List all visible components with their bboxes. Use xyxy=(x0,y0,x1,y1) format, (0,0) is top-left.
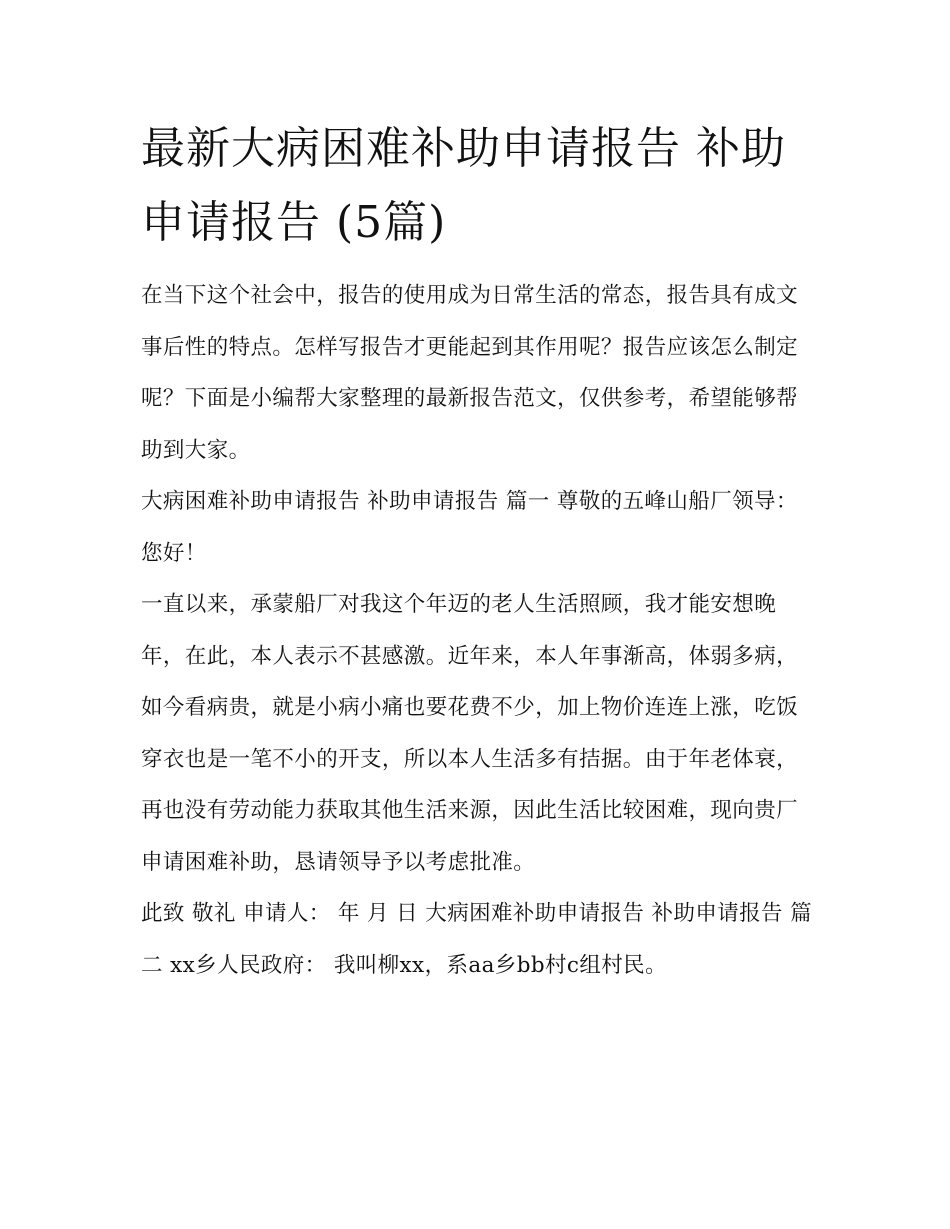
paragraph-salutation: 大病困难补助申请报告 补助申请报告 篇一 尊敬的五峰山船厂领导： 您好！ xyxy=(141,489,798,566)
paragraph-body: 一直以来，承蒙船厂对我这个年迈的老人生活照顾，我才能安想晚年，在此，本人表示不甚感激。近年来，本人年事渐高，体弱多病，如今看病贵，就是小病小痛也要花费不少，加上物价连连上涨，吃饭穿衣也是一笔不小的开支，所以本人生活多有拮据。由于年老体衰，再也没有劳动能力获取其他生活来源，因此生活比较困难，现向贵厂申请困难补助，恳请领导予以考虑批准。 xyxy=(141,592,799,875)
paragraph-closing: 此致 敬礼 申请人： 年 月 日 大病困难补助申请报告 补助申请报告 篇二 xx乡人民政府： 我叫柳xx，系aa乡bb村c组村民。 xyxy=(141,901,813,978)
document-title: 最新大病困难补助申请报告 补助申请报告 (5篇) xyxy=(141,123,786,248)
document-body xyxy=(141,112,813,991)
paragraph-intro: 在当下这个社会中，报告的使用成为日常生活的常态，报告具有成文事后性的特点。怎样写报告才更能起到其作用呢？报告应该怎么制定呢？下面是小编帮大家整理的最新报告范文，仅供参考，希望能够帮助到大家。 xyxy=(141,283,799,463)
